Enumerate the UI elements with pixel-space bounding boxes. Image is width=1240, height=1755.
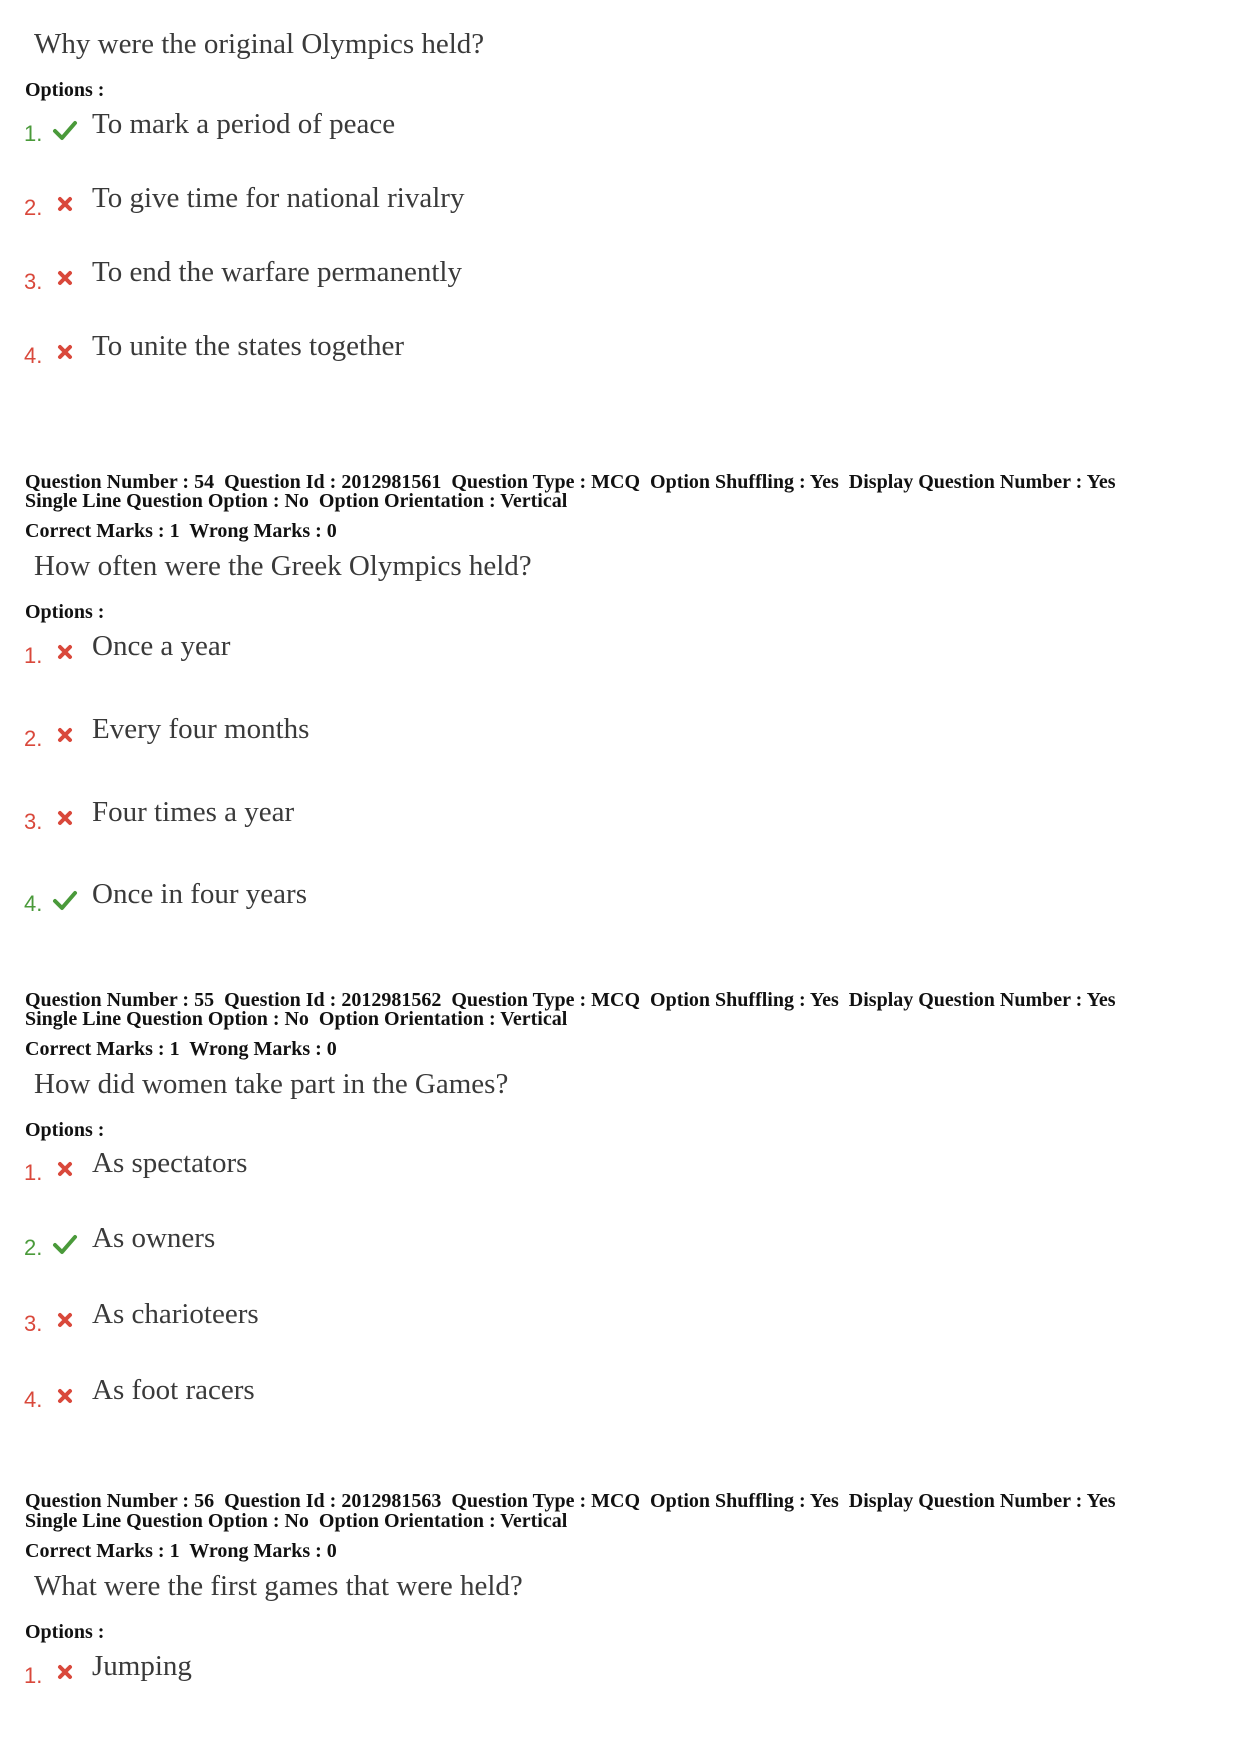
option-item <box>0 182 800 222</box>
cross-icon <box>52 805 78 831</box>
option-number: 3. <box>24 1311 43 1336</box>
question-meta-line: Single Line Question Option : No Option Orientation : Vertical <box>25 490 568 512</box>
question-meta-line: Single Line Question Option : No Option Orientation : Vertical <box>25 1008 568 1030</box>
option-number: 2. <box>24 195 43 220</box>
cross-icon <box>52 722 78 748</box>
option-item <box>0 1222 800 1262</box>
marks-line: Correct Marks : 1 Wrong Marks : 0 <box>25 520 337 542</box>
option-item <box>0 878 800 918</box>
option-text: As foot racers <box>92 1374 255 1406</box>
cross-icon <box>52 639 78 665</box>
cross-icon <box>52 1383 78 1409</box>
option-item <box>0 1374 800 1414</box>
option-item <box>0 1650 800 1690</box>
option-number: 3. <box>24 269 43 294</box>
option-item <box>0 1147 800 1187</box>
options-label: Options : <box>25 1621 105 1643</box>
option-text: Once a year <box>92 630 231 662</box>
cross-icon <box>52 265 78 291</box>
option-text: To mark a period of peace <box>92 108 396 140</box>
option-number: 1. <box>24 121 43 146</box>
option-text: As spectators <box>92 1147 248 1179</box>
check-icon <box>52 1231 78 1257</box>
option-text: Jumping <box>92 1650 192 1682</box>
marks-line: Correct Marks : 1 Wrong Marks : 0 <box>25 1038 337 1060</box>
option-number: 2. <box>24 726 43 751</box>
check-icon <box>52 117 78 143</box>
marks-line: Correct Marks : 1 Wrong Marks : 0 <box>25 1540 337 1562</box>
options-label: Options : <box>25 79 105 101</box>
option-text: Every four months <box>92 713 310 745</box>
option-number: 4. <box>24 1387 43 1412</box>
question-meta-line: Single Line Question Option : No Option Orientation : Vertical <box>25 1510 568 1532</box>
question-text: Why were the original Olympics held? <box>34 28 485 60</box>
cross-icon <box>52 1659 78 1685</box>
cross-icon <box>52 191 78 217</box>
option-number: 4. <box>24 891 43 916</box>
cross-icon <box>52 339 78 365</box>
check-icon <box>52 887 78 913</box>
question-meta-line: Question Number : 54 Question Id : 2012981561 Question Type : MCQ Option Shuffling : Yes Display Question Number : Yes <box>25 471 1116 493</box>
option-item <box>0 1298 800 1338</box>
option-text: To end the warfare permanently <box>92 256 462 288</box>
option-item <box>0 713 800 753</box>
question-meta-line: Question Number : 56 Question Id : 2012981563 Question Type : MCQ Option Shuffling : Yes Display Question Number : Yes <box>25 1490 1116 1512</box>
options-label: Options : <box>25 1119 105 1141</box>
option-number: 3. <box>24 809 43 834</box>
option-text: As charioteers <box>92 1298 259 1330</box>
option-item <box>0 630 800 670</box>
option-item <box>0 256 800 296</box>
option-item <box>0 796 800 836</box>
question-meta-line: Question Number : 55 Question Id : 2012981562 Question Type : MCQ Option Shuffling : Yes Display Question Number : Yes <box>25 989 1116 1011</box>
option-number: 4. <box>24 343 43 368</box>
option-number: 1. <box>24 1160 43 1185</box>
question-text: How did women take part in the Games? <box>34 1068 509 1100</box>
option-text: To give time for national rivalry <box>92 182 465 214</box>
question-text: How often were the Greek Olympics held? <box>34 550 532 582</box>
option-number: 2. <box>24 1235 43 1260</box>
option-text: To unite the states together <box>92 330 405 362</box>
option-text: Once in four years <box>92 878 307 910</box>
cross-icon <box>52 1307 78 1333</box>
option-number: 1. <box>24 1663 43 1688</box>
option-number: 1. <box>24 643 43 668</box>
option-text: Four times a year <box>92 796 295 828</box>
option-item <box>0 108 800 148</box>
option-text: As owners <box>92 1222 216 1254</box>
option-item <box>0 330 800 370</box>
question-text: What were the first games that were held? <box>34 1570 523 1602</box>
cross-icon <box>52 1156 78 1182</box>
options-label: Options : <box>25 601 105 623</box>
